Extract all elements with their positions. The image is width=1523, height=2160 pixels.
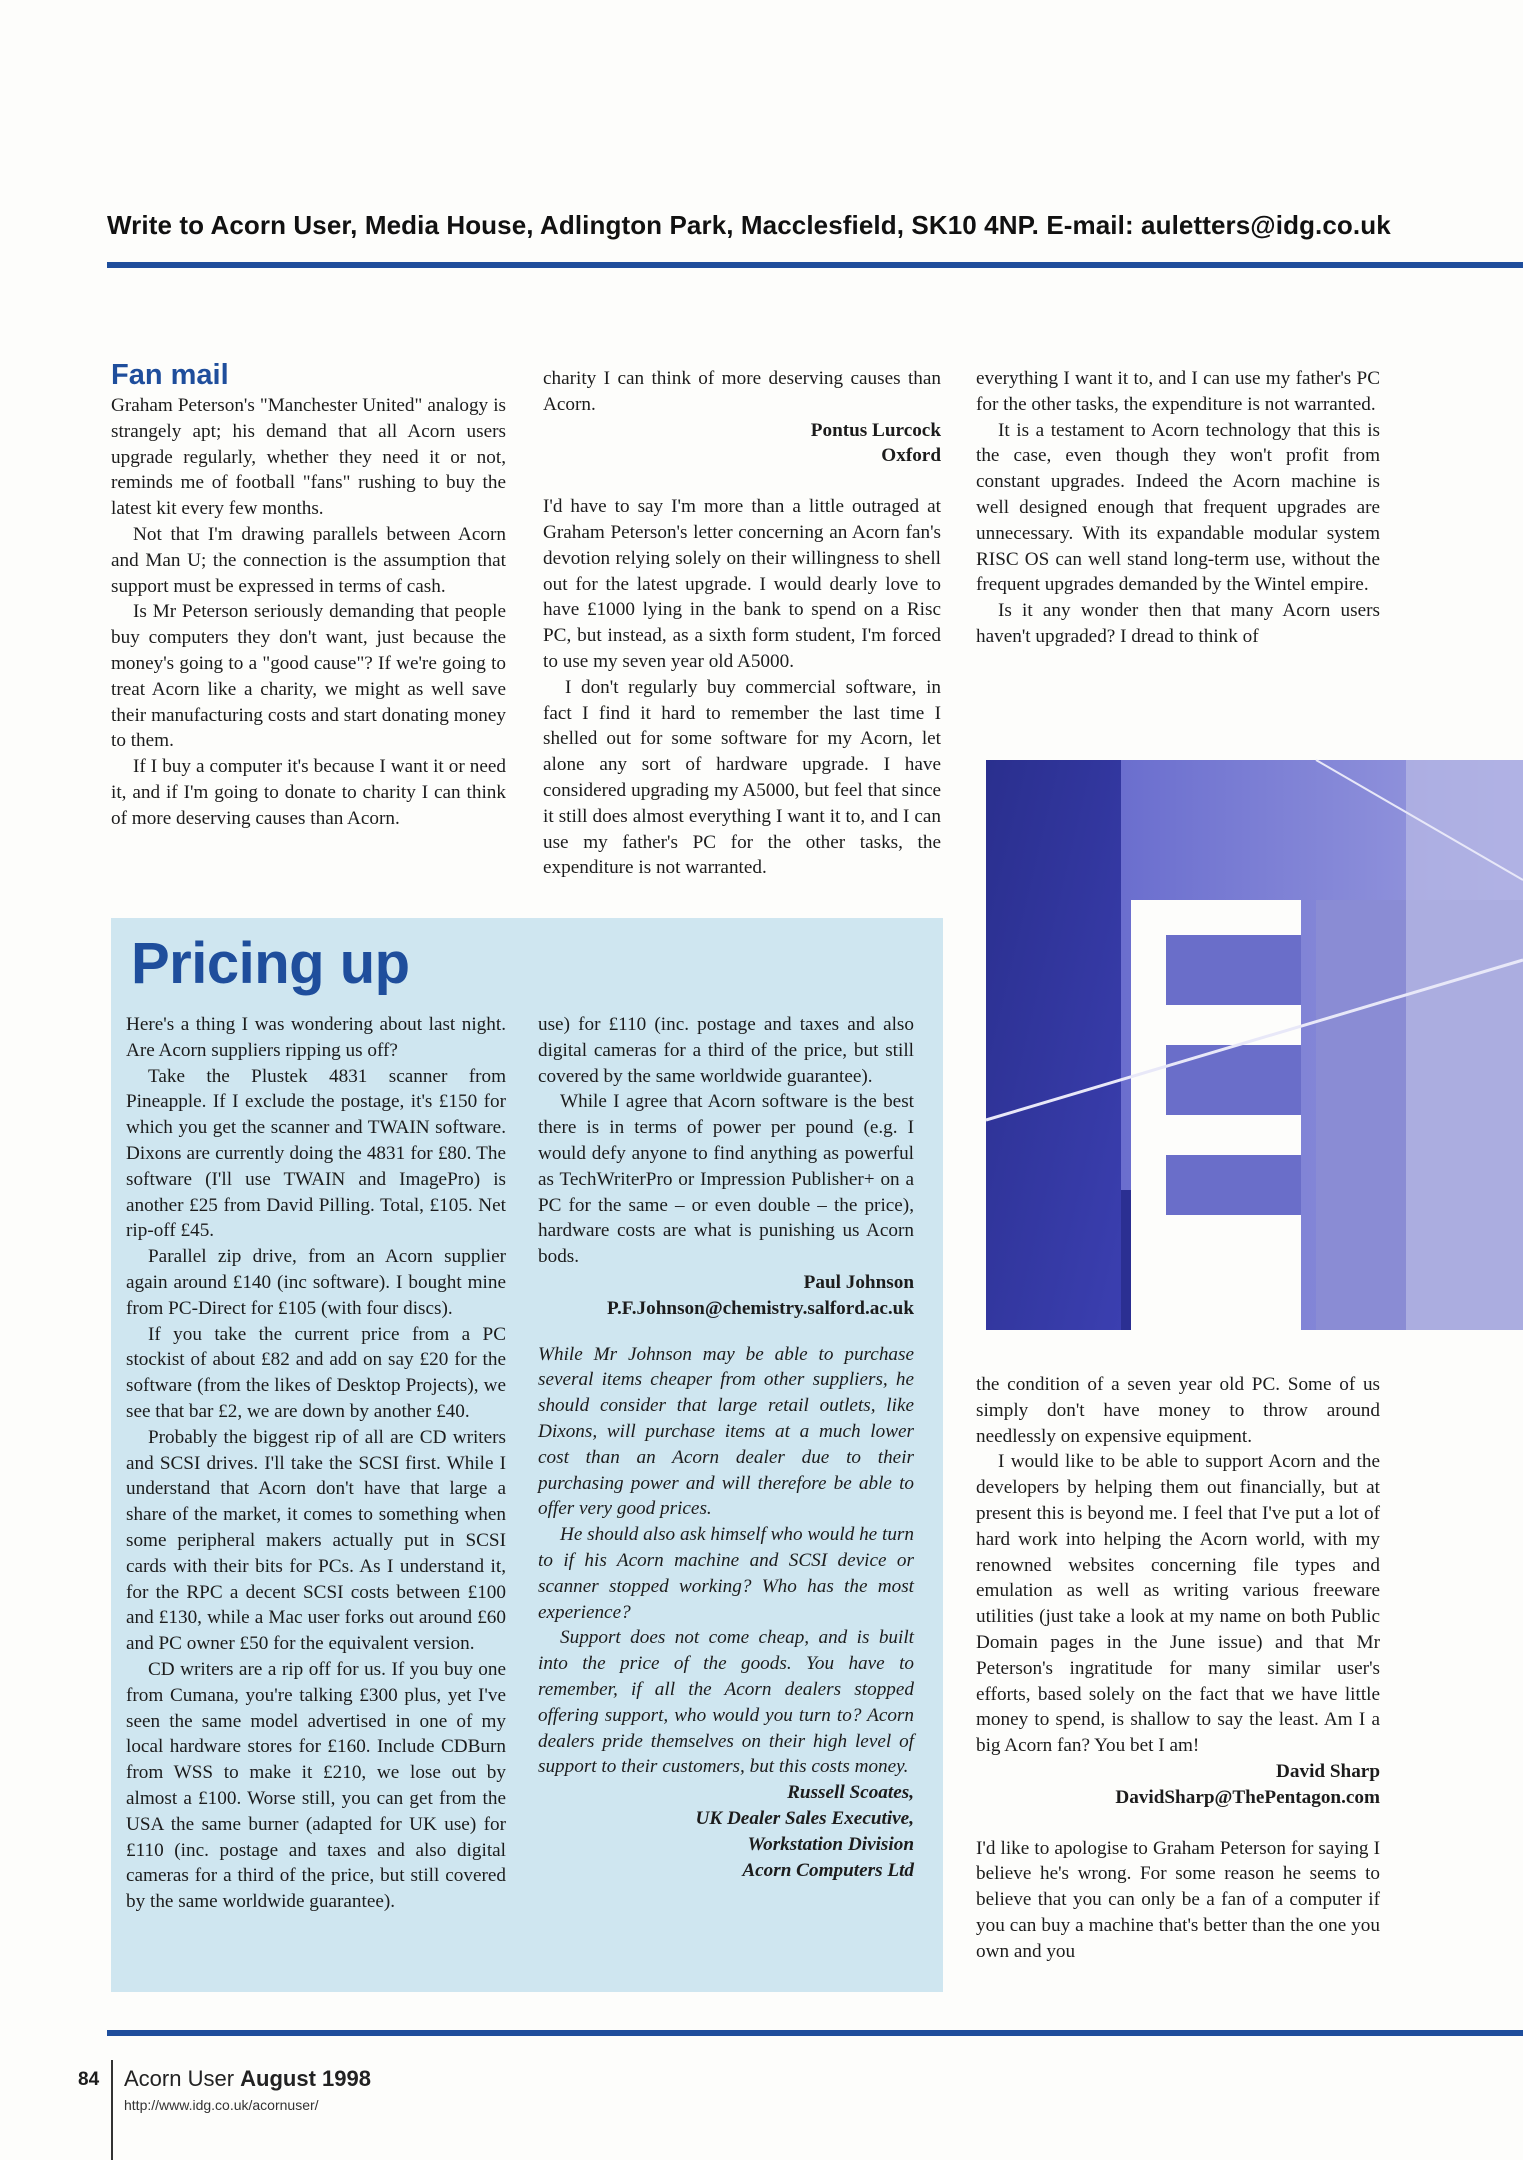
letter2-para: I don't regularly buy commercial software, in fact I find it hard to remember the last time I shelled out for some software for my Acorn, let alone any sort of hardware upgrade. I have considered upgrading my A5000, but feel that since it still does almost everything I want it to, and I can use my father's PC for the other tasks, the expenditure is not warranted. (543, 676, 941, 879)
pricing-para: Here's a thing I was wondering about last night. Are Acorn suppliers ripping us off? (126, 1014, 506, 1061)
letter1-para: If I buy a computer it's because I want it or need it, and if I'm going to donate to charity I can think of more deserving causes than Acorn. (111, 756, 506, 829)
top-rule (107, 262, 1523, 268)
reply-signature: UK Dealer Sales Executive, (695, 1807, 914, 1829)
reply-para: Support does not come cheap, and is built into the price of the goods. You have to remember, if all the Acorn dealers stopped offering support, who would you turn to? Acorn dealers pride themselves on their high level of support to their customers, but this costs money. (538, 1627, 914, 1778)
pricing-up-column-2 (538, 1012, 914, 1883)
pricing-para: Probably the biggest rip of all are CD writers and SCSI drives. I'll take the SCSI first. While I understand that Acorn don't have that large a share of the market, it comes to something when some peripheral makers actually put in SCSI cards with their bits for PCs. As I understand it, for the RPC a decent SCSI costs between £100 and £130, while a Mac user forks out around £60 and PC owner £50 for the equivalent version. (126, 1426, 506, 1655)
letter2-para: It is a testament to Acorn technology that this is the case, even though they won't profit from constant upgrades. Indeed the Acorn machine is well designed enough that frequent upgrades are unnecessary. With its expandable modular system RISC OS can well stand long-term use, without the frequent upgrades demanded by the Wintel empire. (976, 419, 1380, 596)
letter1-para: Is Mr Peterson seriously demanding that people buy computers they don't want, just because the money's going to a "good cause"? If we're going to treat Acorn like a charity, we might as well save their manufacturing costs and start donating money to them. (111, 601, 506, 752)
letter3-para: I'd like to apologise to Graham Peterson for saying I believe he's wrong. For some reason he seems to believe that you can only be a fan of a computer if you can buy a machine that's better than the one you own and you (976, 1837, 1380, 1962)
pricing-signature-name: Paul Johnson (803, 1271, 914, 1293)
fan-mail-column-3-top (976, 366, 1380, 650)
pricing-signature-email: P.F.Johnson@chemistry.salford.ac.uk (607, 1297, 914, 1319)
page-number: 84 (78, 2069, 100, 2090)
letter2-signature-name: David Sharp (1276, 1760, 1380, 1782)
reply-signature: Acorn Computers Ltd (742, 1859, 914, 1881)
letter2-continued: everything I want it to, and I can use my father's PC for the other tasks, the expenditure is not warranted. (976, 368, 1380, 415)
footer-url[interactable]: http://www.idg.co.uk/acornuser/ (124, 2097, 319, 2113)
reply-signature: Workstation Division (747, 1833, 914, 1855)
pricing-continued: use) for £110 (inc. postage and taxes and also digital cameras for a third of the price, but still covered by the same worldwide guarantee). (538, 1014, 914, 1087)
pricing-para: If you take the current price from a PC stockist of about £82 and add on say £20 for the software (from the likes of Desktop Projects), we see that bar £2, we are down by another £40. (126, 1323, 506, 1422)
footer-divider (111, 2060, 113, 2160)
contact-header: Write to Acorn User, Media House, Adlington Park, Macclesfield, SK10 4NP. E-mail: auletters@idg.co.uk (107, 210, 1391, 240)
letter2-para-start: Is it any wonder then that many Acorn users haven't upgraded? I dread to think of (976, 600, 1380, 647)
pricing-up-title: Pricing up (131, 931, 410, 996)
issue-date: August 1998 (240, 2066, 371, 2091)
reply-para: While Mr Johnson may be able to purchase several items cheaper from other suppliers, he should consider that large retail outlets, like Dixons, will purchase items at a much lower cost than an Acorn dealer due to their purchasing power and will therefore be able to offer very good prices. (538, 1343, 914, 1520)
reply-signature: Russell Scoates, (787, 1782, 914, 1804)
bottom-rule (107, 2030, 1523, 2036)
magazine-name: Acorn User (124, 2066, 235, 2091)
fan-mail-column-1 (111, 359, 506, 829)
letter1-signature-name: Pontus Lurcock (810, 419, 941, 441)
pricing-para: CD writers are a rip off for us. If you buy one from Cumana, you're talking £300 plus, yet I've seen the same model advertised in one of my local hardware stores for £160. Include CDBurn from WSS to make it £210, we lose out by almost a £100. Worse still, you can get from the USA the same burner (adapted for UK use) for £110 (inc. postage and taxes and also digital cameras for a third of the price, but still covered by the same worldwide guarantee). (126, 1658, 506, 1913)
letter2-signature-email: DavidSharp@ThePentagon.com (1115, 1786, 1380, 1808)
pricing-up-column-1 (126, 1012, 506, 1990)
letter2-continued: the condition of a seven year old PC. Some of us simply don't have money to throw around needlessly on expensive equipment. (976, 1374, 1380, 1447)
letter1-para: Graham Peterson's "Manchester United" analogy is strangely apt; his demand that all Acorn users upgrade regularly, whether they need it or not, reminds me of football "fans" rushing to buy the latest kit every few months. (111, 395, 506, 520)
fan-mail-title: Fan mail (111, 359, 229, 391)
pricing-para: While I agree that Acorn software is the best there is in terms of power per pound (e.g. I would defy anyone to find anything as powerful as TechWriterPro or Impression Publisher+ on a PC for the same – or even double – the price), hardware costs are what is punishing us Acorn bods. (538, 1091, 914, 1268)
letter2-para: I would like to be able to support Acorn and the developers by helping them out financially, but at present this is beyond me. I feel that I've put a lot of hard work into helping the Acorn world, with my renowned websites concerning file types and emulation as well as writing various freeware utilities (just take a look at my name on both Public Domain pages in the June issue) and that Mr Peterson's ingratitude for many similar user's efforts, based solely on the fact that we have little money to spend, is shallow to say the least. Am I a big Acorn fan? You bet I am! (976, 1451, 1380, 1757)
letter1-continued: charity I can think of more deserving causes than Acorn. (543, 368, 941, 415)
letter1-para: Not that I'm drawing parallels between Acorn and Man U; the connection is the assumption that support must be expressed in terms of cash. (111, 523, 506, 597)
fan-mail-column-2 (543, 366, 941, 879)
letters-graphic (986, 760, 1523, 1330)
footer-magazine (124, 2066, 371, 2092)
pricing-para: Take the Plustek 4831 scanner from Pineapple. If I exclude the postage, it's £150 for which you get the scanner and TWAIN software. Dixons are currently doing the 4831 for £80. The software (I'll use TWAIN and ImagePro) is another £25 from David Pilling. Total, £105. Net rip-off £45. (126, 1065, 506, 1242)
pricing-para: Parallel zip drive, from an Acorn supplier again around £140 (inc software). I bought mine from PC-Direct for £105 (with four discs). (126, 1246, 506, 1319)
reply-para: He should also ask himself who would he turn to if his Acorn machine and SCSI device or scanner stopped working? Who has the most experience? (538, 1524, 914, 1623)
letter2-para: I'd have to say I'm more than a little outraged at Graham Peterson's letter concerning an Acorn fan's devotion relying solely on their willingness to shell out for the latest upgrade. I would dearly love to have £1000 lying in the bank to spend on a Risc PC, but instead, as a sixth form student, I'm forced to use my seven year old A5000. (543, 496, 941, 672)
fan-mail-column-3-bottom (976, 1372, 1380, 1965)
letter1-signature-place: Oxford (881, 445, 941, 467)
